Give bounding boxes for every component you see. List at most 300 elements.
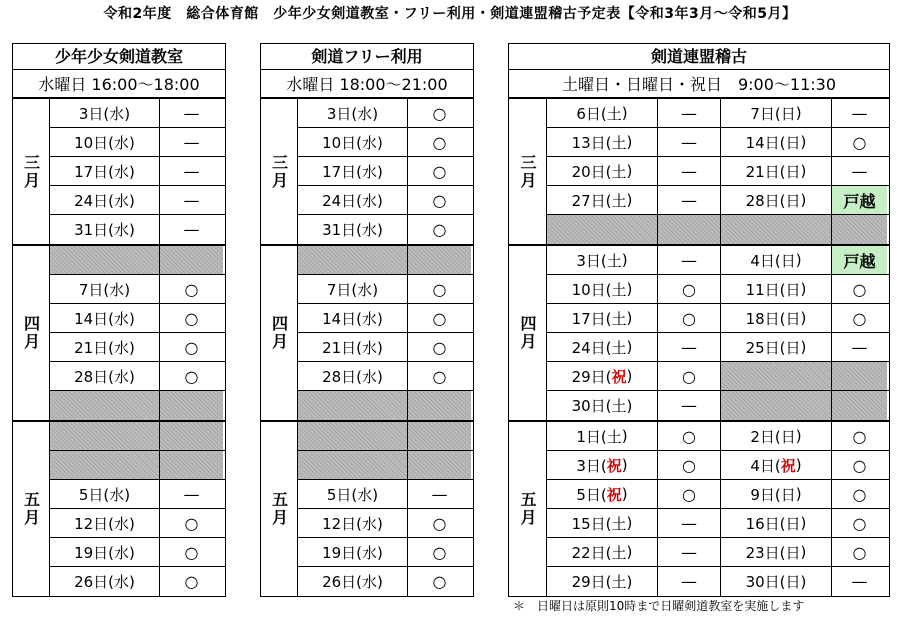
schedule-row [298,480,473,509]
date-number: 30日( [745,573,786,591]
date-cell [547,128,658,156]
schedule-row [50,391,225,420]
weekday-label: 日 [785,280,801,299]
schedule-row [547,246,889,275]
schedule-row [547,509,889,538]
status-mark: — [183,132,200,152]
weekday-label: 日 [785,191,801,210]
schedule-row [50,99,225,128]
date-close: ) [626,396,633,415]
closed-cell [408,391,471,420]
status-mark: — [851,572,868,591]
schedule-row [298,567,473,596]
schedule-row [298,186,473,215]
date-cell: 28日(水) [298,362,408,390]
status-mark: — [658,157,721,185]
kids-class-time: 水曜日 16:00～18:00 [13,70,225,99]
month-rows [298,246,473,420]
date-number: 21日( [745,162,786,181]
date-close: ) [800,543,807,561]
venue-badge: 戸越 [832,186,887,214]
schedule-row [50,304,225,333]
month-label: 三月 [13,99,50,244]
date-cell [721,157,832,185]
month-label: 五月 [261,422,298,596]
schedule-row [547,391,889,420]
date-cell: 12日(水) [50,509,160,537]
schedule-row [298,538,473,567]
schedule-row [50,275,225,304]
date-cell [547,538,658,566]
schedule-row [547,480,889,509]
date-cell [721,186,832,214]
closed-cell [160,451,223,479]
weekday-label: 日 [780,427,796,446]
closed-cell [50,422,160,450]
schedule-row [547,451,889,480]
schedule-row [50,186,225,215]
month-group [13,422,225,596]
date-number: 27日( [571,191,612,210]
date-cell: 7日(水) [50,275,160,303]
schedule-row [547,99,889,128]
venue-badge: 戸越 [832,246,887,274]
date-number: 4日( [750,456,781,475]
date-number: 5日( [576,485,607,504]
date-close: ) [800,309,807,327]
closed-cell [298,391,408,420]
date-close: ) [626,514,633,532]
date-number: 10日( [571,280,612,299]
weekday-label: 日 [785,162,801,181]
status-mark: ○ [432,308,447,328]
closed-cell [832,215,887,244]
date-close: ) [626,367,633,385]
date-number: 25日( [745,338,786,357]
schedule-row [50,128,225,157]
kids-class-table [12,43,226,597]
status-mark: — [183,103,200,123]
status-mark: ○ [658,275,721,303]
date-cell [721,451,832,479]
status-mark: — [658,538,721,566]
month-group [13,99,225,246]
date-cell: 21日(水) [50,333,160,361]
holiday-label: 祝 [606,456,622,475]
federation-body [509,99,889,596]
date-cell [547,422,658,450]
month-group [13,246,225,422]
status-mark: ○ [658,451,721,479]
status-mark: ○ [852,132,867,152]
date-number: 30日( [571,397,612,415]
date-cell [547,362,658,390]
closed-cell [160,391,223,420]
status-mark: — [658,567,721,596]
status-mark: ○ [184,308,199,328]
closed-cell [547,215,658,244]
date-cell: 5日(水) [298,480,408,508]
status-mark: ○ [432,542,447,562]
schedule-row [50,422,225,451]
schedule-row [298,362,473,391]
federation-time: 土曜日・日曜日・祝日 9:00～11:30 [509,70,889,99]
federation-header: 剣道連盟稽古 [509,44,889,70]
weekday-label: 日 [780,104,796,123]
status-mark: ○ [184,542,199,562]
free-use-header: 剣道フリー利用 [261,44,473,70]
date-close: ) [795,251,802,269]
holiday-label: 祝 [611,367,627,386]
closed-cell [721,362,832,390]
status-mark: — [658,391,721,420]
status-mark: ○ [852,542,867,562]
weekday-label: 土 [611,309,627,328]
date-cell: 14日(水) [298,304,408,332]
status-mark: ○ [184,572,199,591]
schedule-row [298,246,473,275]
month-rows [547,99,889,244]
weekday-label: 土 [606,251,622,270]
closed-cell [50,246,160,274]
date-number: 29日( [571,367,612,386]
schedule-row [547,422,889,451]
weekday-label: 日 [785,514,801,533]
status-mark: ○ [184,337,199,357]
weekday-label: 日 [785,133,801,152]
status-mark: — [658,509,721,537]
month-group [261,246,473,422]
status-mark: ○ [658,362,721,390]
status-mark: ○ [184,513,199,533]
closed-cell [408,246,471,274]
date-cell [547,99,658,127]
date-cell: 19日(水) [50,538,160,566]
date-cell [721,128,832,156]
schedule-row [50,362,225,391]
status-mark: ○ [658,422,721,450]
status-mark: — [658,246,721,274]
date-cell [721,333,832,361]
weekday-label: 日 [785,309,801,328]
status-mark: ○ [432,220,447,239]
schedule-row [298,509,473,538]
date-close: ) [800,572,807,591]
month-label: 四月 [261,246,298,420]
schedule-row [50,509,225,538]
weekday-label: 日 [780,251,796,270]
schedule-row [50,538,225,567]
month-group [509,99,889,246]
month-rows [298,422,473,596]
date-close: ) [800,162,807,180]
schedule-row [298,451,473,480]
schedule-row [50,451,225,480]
status-mark: — [183,484,200,504]
date-number: 2日( [750,427,781,446]
closed-cell [160,246,223,274]
date-close: ) [621,485,628,503]
date-close: ) [621,104,628,122]
date-cell [547,567,658,596]
free-use-table [260,43,474,597]
status-mark: ○ [432,161,447,181]
date-number: 11日( [745,280,786,299]
date-cell [721,538,832,566]
status-mark: ○ [852,484,867,504]
status-mark: ○ [432,337,447,357]
date-close: ) [626,191,633,209]
month-group [509,246,889,422]
status-mark: ○ [852,513,867,533]
date-number: 7日( [750,104,781,123]
month-rows [547,246,889,420]
date-number: 22日( [571,543,612,562]
schedule-row [50,333,225,362]
status-mark: — [183,161,200,181]
date-cell [547,480,658,508]
status-mark: — [851,103,868,123]
date-cell: 21日(水) [298,333,408,361]
date-number: 13日( [571,133,612,152]
date-cell [721,275,832,303]
date-cell: 24日(水) [298,186,408,214]
schedule-row [50,567,225,596]
status-mark: — [658,333,721,361]
date-number: 24日( [571,338,612,357]
date-number: 20日( [571,162,612,181]
status-mark: — [851,337,868,357]
schedule-row [547,275,889,304]
date-number: 6日( [576,104,607,123]
month-label: 四月 [509,246,547,420]
schedule-row [547,215,889,244]
schedule-row [298,157,473,186]
kids-class-body [13,99,225,596]
date-number: 28日( [745,191,786,210]
status-mark: ○ [432,132,447,152]
month-rows [298,99,473,244]
month-label: 三月 [261,99,298,244]
date-close: ) [626,133,633,151]
date-number: 16日( [745,514,786,533]
schedule-row [50,157,225,186]
status-mark: ○ [432,366,447,386]
month-group [261,422,473,596]
date-cell [547,391,658,420]
date-number: 9日( [750,485,781,504]
status-mark: — [183,220,200,239]
month-rows [547,422,889,596]
schedule-row [298,422,473,451]
date-close: ) [626,572,633,591]
weekday-label: 土 [611,397,627,415]
date-number: 29日( [571,573,612,591]
closed-cell [832,391,887,420]
date-close: ) [621,251,628,269]
date-cell [547,333,658,361]
date-cell [547,246,658,274]
closed-cell [298,422,408,450]
weekday-label: 日 [780,485,796,504]
date-cell [547,451,658,479]
date-cell: 7日(水) [298,275,408,303]
date-number: 18日( [745,309,786,328]
closed-cell [658,215,721,244]
month-group [509,422,889,596]
date-close: ) [795,456,802,474]
date-close: ) [621,456,628,474]
date-cell: 3日(水) [298,99,408,127]
date-cell [721,99,832,127]
footnote: ＊ 日曜日は原則10時まで日曜剣道教室を実施します [513,599,805,613]
holiday-label: 祝 [780,456,796,475]
schedule-row [547,304,889,333]
holiday-label: 祝 [606,485,622,504]
date-number: 15日( [571,514,612,533]
date-cell [721,480,832,508]
date-cell: 31日(水) [298,215,408,244]
date-close: ) [795,485,802,503]
date-cell: 10日(水) [50,128,160,156]
status-mark: ○ [852,279,867,299]
status-mark: ○ [432,513,447,533]
status-mark: — [851,161,868,181]
page-title: 令和2年度 総合体育館 少年少女剣道教室・フリー利用・剣道連盟稽古予定表【令和3年3月～令和5月】 [103,6,797,22]
free-use-time: 水曜日 18:00～21:00 [261,70,473,99]
schedule-row [547,186,889,215]
date-number: 4日( [750,251,781,270]
closed-cell [721,391,832,420]
weekday-label: 土 [611,514,627,533]
status-mark: — [183,190,200,210]
date-close: ) [626,543,633,561]
month-rows [50,246,225,420]
date-cell: 12日(水) [298,509,408,537]
schedule-row [298,275,473,304]
status-mark: ○ [432,279,447,299]
schedule-row [50,246,225,275]
schedule-row [298,99,473,128]
date-number: 3日( [576,456,607,475]
weekday-label: 土 [611,338,627,357]
schedule-row [547,538,889,567]
date-cell [721,567,832,596]
status-mark: ○ [852,308,867,328]
date-cell: 19日(水) [298,538,408,566]
status-mark: ○ [432,103,447,123]
date-cell: 26日(水) [50,567,160,596]
date-cell [547,509,658,537]
date-cell: 14日(水) [50,304,160,332]
status-mark: — [658,186,721,214]
date-cell: 3日(水) [50,99,160,127]
date-close: ) [800,133,807,151]
schedule-row [298,304,473,333]
date-cell [721,422,832,450]
date-close: ) [800,338,807,356]
month-label: 三月 [509,99,547,244]
weekday-label: 日 [785,338,801,357]
schedule-row [547,362,889,391]
closed-cell [298,451,408,479]
kids-class-header: 少年少女剣道教室 [13,44,225,70]
schedule-row [50,480,225,509]
status-mark: ○ [432,572,447,591]
closed-cell [721,215,832,244]
date-cell: 24日(水) [50,186,160,214]
schedule-row [298,391,473,420]
date-cell: 10日(水) [298,128,408,156]
date-cell [547,157,658,185]
status-mark: ○ [184,366,199,386]
weekday-label: 土 [611,280,627,299]
weekday-label: 日 [785,543,801,562]
weekday-label: 土 [606,427,622,446]
schedule-row [547,567,889,596]
schedule-row [298,128,473,157]
free-use-body [261,99,473,596]
month-group [261,99,473,246]
status-mark: — [658,128,721,156]
status-mark: ○ [184,279,199,299]
month-label: 五月 [13,422,50,596]
date-close: ) [795,427,802,445]
closed-cell [50,451,160,479]
status-mark: — [658,99,721,127]
closed-cell [298,246,408,274]
schedule-row [547,157,889,186]
schedule-row [298,215,473,244]
status-mark: — [431,484,448,504]
date-close: ) [800,514,807,532]
date-number: 3日( [576,251,607,270]
closed-cell [408,451,471,479]
schedule-row [547,128,889,157]
schedule-row [298,333,473,362]
date-cell [547,304,658,332]
date-cell: 28日(水) [50,362,160,390]
date-number: 17日( [571,309,612,328]
closed-cell [408,422,471,450]
date-cell [721,509,832,537]
closed-cell [160,422,223,450]
status-mark: ○ [658,480,721,508]
date-cell: 31日(水) [50,215,160,244]
status-mark: ○ [852,426,867,446]
status-mark: ○ [658,304,721,332]
schedule-row [50,215,225,244]
date-cell: 26日(水) [298,567,408,596]
date-close: ) [626,338,633,356]
month-rows [50,99,225,244]
status-mark: ○ [432,190,447,210]
month-label: 四月 [13,246,50,420]
date-number: 23日( [745,543,786,562]
date-cell: 17日(水) [50,157,160,185]
month-rows [50,422,225,596]
date-close: ) [800,191,807,209]
closed-cell [50,391,160,420]
date-cell [547,186,658,214]
federation-practice-table [508,43,890,597]
date-cell [721,304,832,332]
weekday-label: 日 [785,573,801,591]
weekday-label: 土 [611,573,627,591]
date-close: ) [626,280,633,298]
date-cell: 17日(水) [298,157,408,185]
date-cell [721,246,832,274]
